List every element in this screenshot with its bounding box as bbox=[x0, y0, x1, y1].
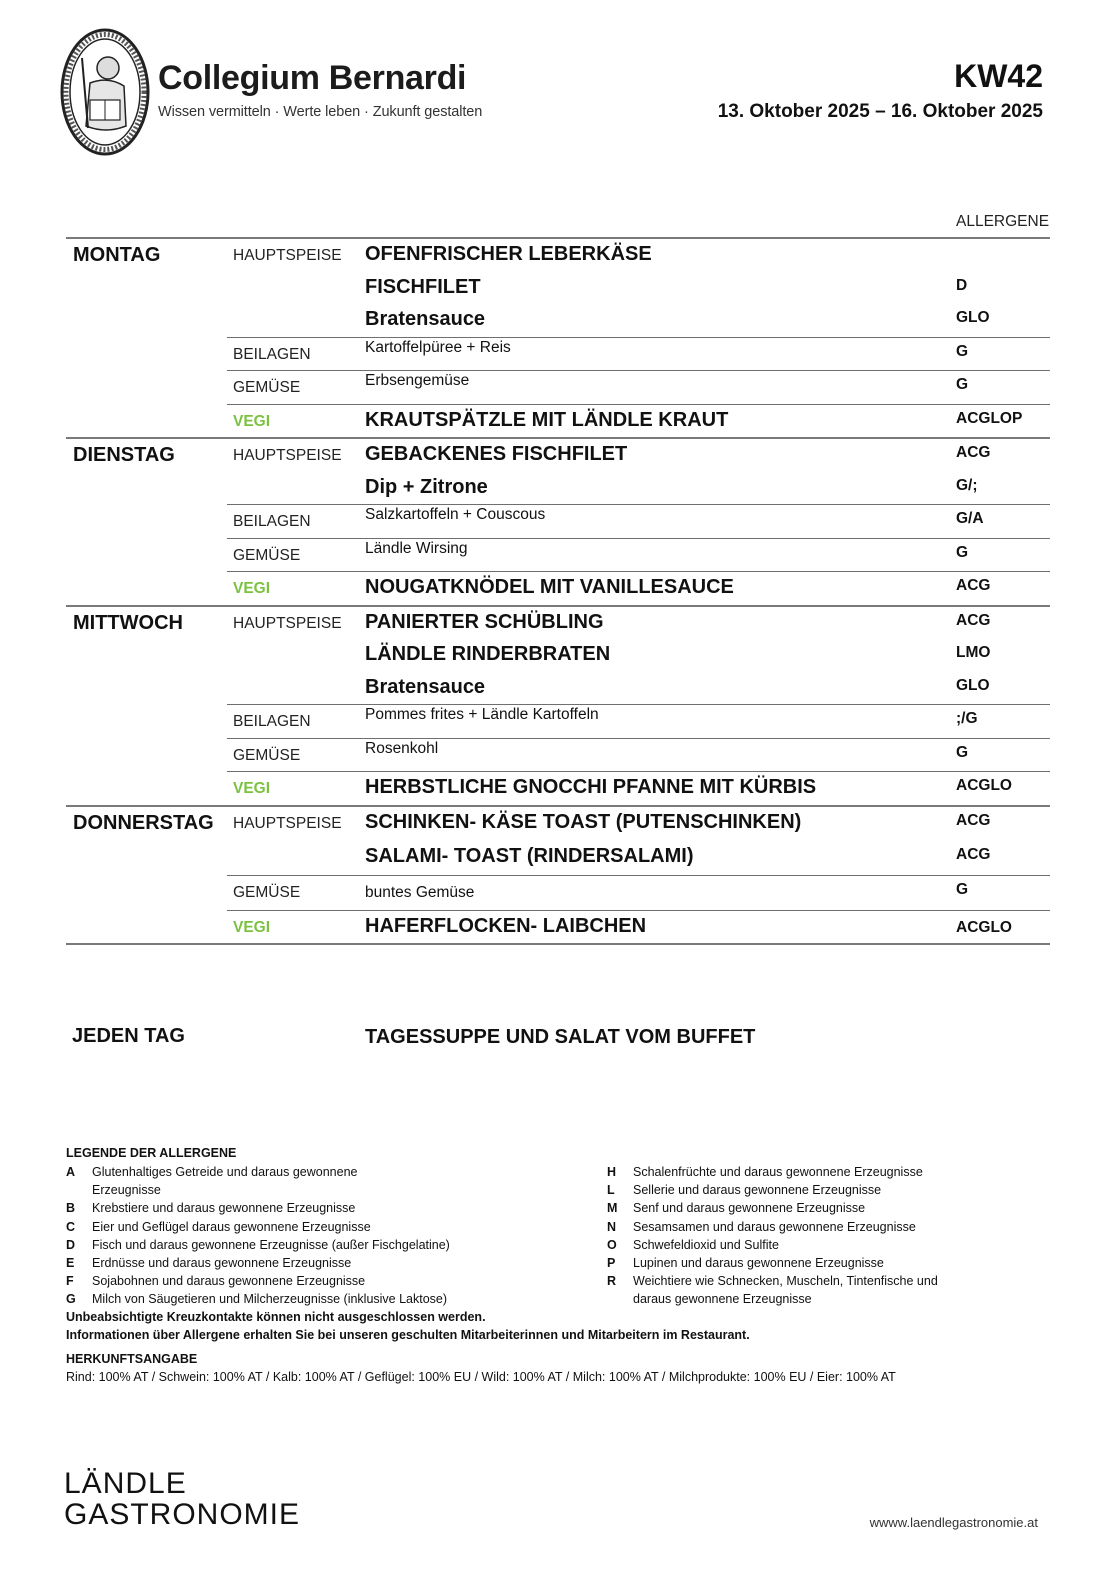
allergen-description: Sellerie und daraus gewonnene Erzeugnisse bbox=[633, 1183, 882, 1198]
dish-name: Ländle Wirsing bbox=[365, 539, 468, 557]
origin-text: Rind: 100% AT / Schwein: 100% AT / Kalb: 100% AT / Geflügel: 100% EU / Wild: 100% AT / Milch: 100% AT / Milchprodukte: 100% EU / Eier: 100% AT bbox=[66, 1370, 896, 1384]
allergen-description: Senf und daraus gewonnene Erzeugnisse bbox=[633, 1201, 866, 1216]
dish-name: Kartoffelpüree + Reis bbox=[365, 338, 511, 356]
legend-item bbox=[607, 1254, 963, 1272]
menu-row bbox=[227, 539, 1050, 572]
brand-name: Collegium Bernardi bbox=[158, 59, 467, 97]
allergen-code: C bbox=[66, 1219, 76, 1234]
cross-contact-notice: Unbeabsichtigte Kreuzkontakte können nicht ausgeschlossen werden. bbox=[66, 1310, 486, 1324]
day-block-dienstag bbox=[66, 439, 1050, 607]
legend-item bbox=[607, 1181, 963, 1199]
allergen-codes: D bbox=[956, 276, 968, 294]
section-hauptspeise bbox=[227, 239, 1050, 337]
allergen-code: B bbox=[66, 1201, 76, 1216]
dish-name: Dip + Zitrone bbox=[365, 475, 488, 498]
menu-row bbox=[227, 371, 1050, 404]
menu-row bbox=[227, 272, 1050, 305]
day-block-donnerstag bbox=[66, 807, 1050, 946]
collegium-bernardi-seal-logo bbox=[60, 28, 150, 156]
allergen-codes: ACG bbox=[956, 444, 991, 461]
day-name: MONTAG bbox=[73, 244, 161, 266]
legend-item bbox=[607, 1163, 963, 1181]
section-vegi bbox=[227, 910, 1050, 944]
menu-row bbox=[227, 739, 1050, 772]
allergen-codes: ACGLO bbox=[956, 777, 1012, 794]
day-name: DIENSTAG bbox=[73, 444, 175, 466]
allergen-code: E bbox=[66, 1256, 75, 1271]
allergen-codes: G bbox=[956, 880, 969, 898]
legend-item bbox=[66, 1290, 512, 1308]
section-gemuese bbox=[227, 370, 1050, 404]
allergen-code: L bbox=[607, 1183, 615, 1198]
dish-name: LÄNDLE RINDERBRATEN bbox=[365, 643, 611, 665]
allergen-codes: ACG bbox=[956, 845, 991, 863]
allergen-code: D bbox=[66, 1237, 76, 1252]
vegi-label: VEGI bbox=[233, 918, 271, 936]
section-beilagen bbox=[227, 337, 1050, 371]
logo-line-2: GASTRONOMIE bbox=[64, 1498, 301, 1531]
allergen-code: R bbox=[607, 1274, 617, 1289]
allergen-description: Sojabohnen und daraus gewonnene Erzeugnisse bbox=[92, 1274, 366, 1289]
dish-name: buntes Gemüse bbox=[365, 883, 475, 901]
legend-item bbox=[607, 1218, 963, 1236]
menu-row bbox=[227, 472, 1050, 505]
dish-name: SALAMI- TOAST (RINDERSALAMI) bbox=[365, 844, 694, 867]
dish-name: FISCHFILET bbox=[365, 275, 481, 298]
section-gemuese bbox=[227, 538, 1050, 572]
allergen-code: P bbox=[607, 1256, 616, 1271]
section-hauptspeise bbox=[227, 439, 1050, 504]
allergen-code: G bbox=[66, 1292, 76, 1307]
allergen-description: Schalenfrüchte und daraus gewonnene Erzeugnisse bbox=[633, 1165, 923, 1179]
legend-item bbox=[66, 1236, 512, 1254]
dish-name: Pommes frites + Ländle Kartoffeln bbox=[365, 706, 599, 723]
website-link[interactable]: wwww.laendlegastronomie.at bbox=[869, 1515, 1038, 1530]
category-label: HAUPTSPEISE bbox=[233, 247, 342, 264]
section-vegi bbox=[227, 771, 1050, 805]
menu-row bbox=[227, 807, 1050, 841]
menu-row bbox=[227, 672, 1050, 705]
category-label: HAUPTSPEISE bbox=[233, 614, 342, 632]
allergen-code: N bbox=[607, 1219, 617, 1234]
category-label: GEMÜSE bbox=[233, 746, 301, 764]
allergen-codes: G bbox=[956, 743, 969, 761]
menu-row bbox=[227, 705, 1050, 738]
dish-name: SCHINKEN- KÄSE TOAST (PUTENSCHINKEN) bbox=[365, 810, 802, 833]
allergen-codes: ACG bbox=[956, 811, 991, 829]
section-gemuese bbox=[227, 738, 1050, 772]
dish-name: NOUGATKNÖDEL MIT VANILLESAUCE bbox=[365, 576, 734, 598]
vegi-label: VEGI bbox=[233, 580, 271, 597]
dish-name: GEBACKENES FISCHFILET bbox=[365, 443, 628, 465]
vegi-label: VEGI bbox=[233, 780, 271, 797]
everyday-text: TAGESSUPPE UND SALAT VOM BUFFET bbox=[365, 1026, 756, 1048]
legend-item bbox=[66, 1272, 512, 1290]
menu-row bbox=[227, 772, 1050, 805]
menu-row bbox=[227, 876, 1050, 910]
category-label: GEMÜSE bbox=[233, 379, 301, 396]
allergene-column-header: ALLERGENE bbox=[956, 213, 1050, 230]
allergen-codes: ACG bbox=[956, 611, 991, 629]
category-label: BEILAGEN bbox=[233, 713, 311, 730]
allergen-code: A bbox=[66, 1165, 76, 1179]
category-label: HAUPTSPEISE bbox=[233, 814, 342, 832]
category-label: BEILAGEN bbox=[233, 345, 311, 363]
dish-name: KRAUTSPÄTZLE MIT LÄNDLE KRAUT bbox=[365, 408, 729, 431]
menu-row bbox=[227, 338, 1050, 371]
menu-row bbox=[227, 841, 1050, 875]
dish-name: Bratensauce bbox=[365, 308, 486, 330]
dish-name: HAFERFLOCKEN- LAIBCHEN bbox=[365, 914, 647, 937]
allergen-description: Krebstiere und daraus gewonnene Erzeugnisse bbox=[92, 1201, 356, 1216]
legend-item bbox=[607, 1236, 963, 1254]
section-beilagen bbox=[227, 504, 1050, 538]
date-range: 13. Oktober 2025 – 16. Oktober 2025 bbox=[717, 101, 1043, 122]
allergen-description: Glutenhaltiges Getreide und daraus gewonnene Erzeugnisse bbox=[92, 1165, 358, 1198]
dish-name: HERBSTLICHE GNOCCHI PFANNE MIT KÜRBIS bbox=[365, 776, 817, 798]
allergen-codes: G/A bbox=[956, 510, 984, 527]
legend-item bbox=[607, 1199, 963, 1217]
allergen-code: F bbox=[66, 1274, 74, 1289]
allergen-codes: LMO bbox=[956, 644, 991, 661]
allergen-info-notice: Informationen über Allergene erhalten Sie bei unseren geschulten Mitarbeiterinnen und Mitarbeitern im Restaurant. bbox=[66, 1328, 750, 1342]
allergen-codes: GLO bbox=[956, 309, 990, 326]
allergen-description: Lupinen und daraus gewonnene Erzeugnisse bbox=[633, 1256, 884, 1271]
legend-item bbox=[66, 1254, 512, 1272]
allergen-code: O bbox=[607, 1237, 617, 1252]
section-vegi bbox=[227, 404, 1050, 438]
menu-row bbox=[227, 304, 1050, 337]
category-label: GEMÜSE bbox=[233, 883, 301, 901]
dish-name: OFENFRISCHER LEBERKÄSE bbox=[365, 243, 652, 265]
section-hauptspeise bbox=[227, 807, 1050, 875]
allergen-description: Eier und Geflügel daraus gewonnene Erzeugnisse bbox=[92, 1219, 371, 1234]
category-label: BEILAGEN bbox=[233, 513, 311, 530]
menu-row bbox=[227, 572, 1050, 605]
brand-tagline: Wissen vermitteln · Werte leben · Zukunft gestalten bbox=[158, 104, 483, 120]
allergen-codes: ACG bbox=[956, 577, 991, 594]
day-block-mittwoch bbox=[66, 607, 1050, 807]
dish-name: Bratensauce bbox=[365, 675, 486, 698]
legend-title: LEGENDE DER ALLERGENE bbox=[66, 1146, 237, 1160]
menu-row bbox=[227, 505, 1050, 538]
legend-column-left bbox=[66, 1163, 512, 1309]
section-beilagen bbox=[227, 704, 1050, 738]
allergen-description: Weichtiere wie Schnecken, Muscheln, Tintenfische und daraus gewonnene Erzeugnisse bbox=[633, 1274, 938, 1307]
allergen-codes: G/; bbox=[956, 476, 978, 494]
laendle-gastronomie-logo bbox=[64, 1468, 300, 1530]
dish-name: Salzkartoffeln + Couscous bbox=[365, 506, 546, 523]
menu-row bbox=[227, 405, 1050, 438]
everyday-label: JEDEN TAG bbox=[72, 1025, 185, 1047]
allergen-codes: G bbox=[956, 342, 969, 360]
section-gemuese bbox=[227, 875, 1050, 910]
legend-item bbox=[66, 1199, 512, 1217]
logo-line-1: LÄNDLE bbox=[64, 1467, 187, 1500]
allergen-description: Erdnüsse und daraus gewonnene Erzeugnisse bbox=[92, 1256, 352, 1271]
allergen-description: Sesamsamen und daraus gewonnene Erzeugnisse bbox=[633, 1219, 916, 1234]
section-hauptspeise bbox=[227, 607, 1050, 705]
allergen-codes: G bbox=[956, 543, 969, 561]
legend-item bbox=[66, 1163, 512, 1199]
legend-item bbox=[66, 1218, 512, 1236]
vegi-label: VEGI bbox=[233, 412, 271, 430]
day-name: MITTWOCH bbox=[73, 611, 183, 634]
day-name: DONNERSTAG bbox=[73, 811, 214, 834]
allergen-codes: ;/G bbox=[956, 710, 978, 727]
allergen-codes: GLO bbox=[956, 676, 990, 694]
brand-block bbox=[158, 58, 482, 120]
allergen-description: Milch von Säugetieren und Milcherzeugnisse (inklusive Laktose) bbox=[92, 1292, 448, 1307]
legend-item bbox=[607, 1272, 963, 1308]
allergen-codes: G bbox=[956, 376, 969, 393]
category-label: HAUPTSPEISE bbox=[233, 447, 342, 464]
allergen-codes: ACGLO bbox=[956, 918, 1012, 936]
allergen-code: H bbox=[607, 1165, 617, 1179]
allergen-codes: ACGLOP bbox=[956, 409, 1023, 427]
allergen-description: Fisch und daraus gewonnene Erzeugnisse (außer Fischgelatine) bbox=[92, 1237, 450, 1252]
weekly-menu-table bbox=[66, 237, 1050, 945]
menu-row bbox=[227, 239, 1050, 272]
dish-name: Rosenkohl bbox=[365, 739, 439, 757]
menu-row bbox=[227, 911, 1050, 944]
section-vegi bbox=[227, 571, 1050, 605]
menu-row bbox=[227, 639, 1050, 672]
dish-name: Erbsengemüse bbox=[365, 372, 470, 389]
calendar-week: KW42 bbox=[954, 58, 1043, 94]
allergen-code: M bbox=[607, 1201, 618, 1216]
origin-title: HERKUNFTSANGABE bbox=[66, 1352, 198, 1366]
menu-row bbox=[227, 607, 1050, 640]
legend-column-right bbox=[607, 1163, 963, 1309]
menu-row bbox=[227, 439, 1050, 472]
dish-name: PANIERTER SCHÜBLING bbox=[365, 610, 604, 633]
day-block-montag bbox=[66, 239, 1050, 439]
category-label: GEMÜSE bbox=[233, 546, 301, 564]
allergen-description: Schwefeldioxid und Sulfite bbox=[633, 1237, 779, 1252]
